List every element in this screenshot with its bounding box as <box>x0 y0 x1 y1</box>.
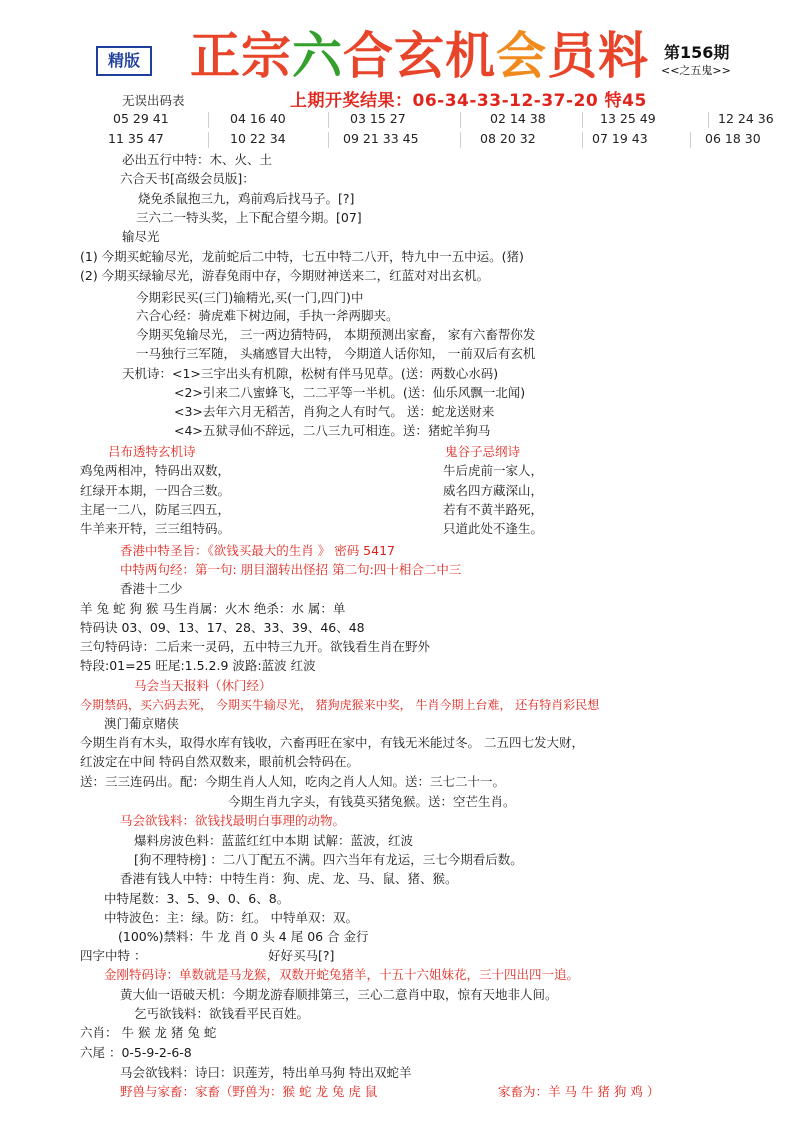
mahui-yuqian-line: 马会欲钱料：欲钱找最明白事理的动物。 <box>120 813 346 828</box>
tema-jue-line: 特码诀 03、09、13、17、28、33、39、46、48 <box>80 620 365 635</box>
record-cell: 07 19 43 <box>592 131 648 146</box>
zhongte-two-lines: 中特两句经：第一句: 朋目溜转出怪招 第二句:四十相合二中三 <box>120 562 462 577</box>
hk-youqian-line: 香港有钱人中特：中特生肖：狗、虎、龙、马、鼠、猪、猴。 <box>120 871 458 886</box>
yeshou-line-left: 野兽与家畜：家畜（野兽为：猴 蛇 龙 兔 虎 鼠 <box>120 1084 378 1099</box>
shujinguang-heading: 输尽光 <box>122 229 160 244</box>
numbered-item: (1) 今期买蛇输尽光，龙前蛇后二中特，七五中特二八开，特九中一五中运。(猪) <box>80 249 524 264</box>
title-part-1: 正宗 <box>190 26 292 85</box>
zhongte-bose-line: 中特波色：主：绿。防：红。 中特单双：双。 <box>104 910 358 925</box>
wuxing-line: 必出五行中特：木、火、土 <box>122 152 273 167</box>
lvbu-poem-line: 鸡兔两相冲，特码出双数， <box>80 463 231 478</box>
grid-divider <box>328 112 329 128</box>
record-label: 无误出码表 <box>122 93 185 108</box>
tianji-line: <3>去年六月无稻苦，肖狗之人有时气。 送：蛇龙送财来 <box>174 404 495 419</box>
lvbu-poem-title: 吕布透特玄机诗 <box>108 444 196 459</box>
sizi-value: 好好买马[?] <box>268 948 335 963</box>
sanju-line: 三句特码诗：二后来一灵码，五中特三九开。欲钱看生肖在野外 <box>80 639 431 654</box>
tianji-line: 天机诗：<1>三宇出头有机隙，松树有伴马见草。(送：两数心水码) <box>122 366 499 381</box>
lvbu-poem-line: 牛羊来开特，三三组特码。 <box>80 521 231 536</box>
aomen-line: 今期生肖九字头，有钱莫买猪兔猴。送：空芒生肖。 <box>228 794 516 809</box>
tianshu-line: 烧免杀鼠抱三九，鸡前鸡后找马子。[?] <box>138 191 355 206</box>
zhongte-weishu-line: 中特尾数：3、5、9、0、6、8。 <box>104 891 290 906</box>
title-part-3: 合玄机 <box>343 26 496 85</box>
record-cell: 04 16 40 <box>230 111 286 126</box>
record-cell: 10 22 34 <box>230 131 286 146</box>
record-cell: 12 24 36 <box>718 111 774 126</box>
jinliao-line: (100%)禁料：牛 龙 肖 0 头 4 尾 06 合 金行 <box>118 929 369 944</box>
record-cell: 06 18 30 <box>705 131 761 146</box>
tu-line: 今期买兔输尽光， 三一两边猜特码， 本期预测出家畜， 家有六畜帮你发 <box>136 327 536 342</box>
title-part-5: 员料 <box>547 26 649 85</box>
baoliao-line: 爆料房波色料：蓝蓝红红中本期 试解：蓝波，红波 <box>134 833 413 848</box>
guigu-poem-line: 只道此处不逢生。 <box>443 521 544 536</box>
title-part-2: 六 <box>292 26 343 85</box>
mahui-red-line: 今期禁码，买六码去死， 今期买牛输尽光， 猪狗虎猴来中奖， 牛肖今期上台难， 还有特肖彩民想 <box>80 698 600 712</box>
lvbu-poem-line: 红绿开本期，一四合三数。 <box>80 483 231 498</box>
grid-divider <box>208 112 209 128</box>
grid-divider <box>460 132 461 148</box>
liuxiao-line: 六肖： 牛 猴 龙 猪 兔 蛇 <box>80 1025 217 1040</box>
aomen-line: 今期生肖有木头，取得水库有钱收，六畜再旺在家中，有钱无米能过冬。 二五四七发大财， <box>80 735 584 750</box>
sizi-label: 四字中特 ： <box>80 948 147 963</box>
guigu-poem-line: 威名四方藏深山， <box>443 483 544 498</box>
issue-subtitle: <<之五鬼>> <box>661 64 731 77</box>
tianji-line: <2>引来二八蜜蜂飞，二二平等一半机。(送：仙乐风飘一北闻) <box>174 385 526 400</box>
tu-line: 一马独行三军随， 头痛感冒大出特， 今期道人话你知， 一前双后有玄机 <box>136 346 536 361</box>
jingang-line: 金刚特码诗：单数就是马龙猴，双数开蛇兔猪羊，十五十六姐妹花，三十四出四一追。 <box>104 967 580 982</box>
teduan-line: 特段:01=25 旺尾:1.5.2.9 波路:蓝波 红波 <box>80 658 316 673</box>
grid-divider <box>582 112 583 128</box>
liuhe-jing-line: 六合心经：骑虎难下树边闹，手执一斧两脚夹。 <box>136 308 399 323</box>
grid-divider <box>208 132 209 148</box>
aomen-line: 红波定在中间 特码自然双数来，眼前机会特码在。 <box>80 754 359 769</box>
liuwei-line: 六尾 ：0-5-9-2-6-8 <box>80 1045 192 1060</box>
shengxiao-row: 羊 兔 蛇 狗 猴 马生肖属：火木 绝杀：水 属：单 <box>80 601 346 616</box>
grid-divider <box>460 112 461 128</box>
mahui-tianbao-heading: 马会当天报料（休门经） <box>134 678 272 693</box>
hk-zhongte-line: 香港中特圣旨：《欲钱买最大的生肖 》 密码 5417 <box>120 543 395 558</box>
mahui-shi-line: 马会欲钱料：诗曰：识莲芳，特出单马狗 特出双蛇羊 <box>120 1065 412 1080</box>
grid-divider <box>328 132 329 148</box>
grid-divider <box>708 112 709 128</box>
title-part-4: 会 <box>496 26 547 85</box>
tianji-line: <4>五狱寻仙不辞远，二八三九可相连。送：猪蛇羊狗马 <box>174 423 491 438</box>
page-title <box>190 26 649 86</box>
tianshu-line: 三六二一特头奖，上下配合望今期。[07] <box>136 210 362 225</box>
edition-badge: 精版 <box>96 46 152 76</box>
record-cell: 05 29 41 <box>113 111 169 126</box>
tianshu-title: 六合天书[高级会员版]： <box>120 171 255 186</box>
hk-12-heading: 香港十二少 <box>120 581 183 596</box>
guigu-poem-line: 若有不黄半路死， <box>443 502 544 517</box>
huang-daxian-line: 黄大仙一语破天机：今期龙游春顺排第三，三心二意肖中取，惊有天地非人间。 <box>120 987 558 1002</box>
record-cell: 11 35 47 <box>108 131 164 146</box>
record-grid <box>0 110 793 150</box>
aomen-line: 送：三三连码出。配：今期生肖人人知，吃肉之肖人人知。送：三七二十一。 <box>80 774 506 789</box>
grid-divider <box>690 132 691 148</box>
numbered-item: (2) 今期买绿输尽光，游春兔雨中存，今期财神送来二，红蓝对对出玄机。 <box>80 268 490 283</box>
qigai-line: 乞丐欲钱料：欲钱看平民百姓。 <box>134 1006 310 1021</box>
yeshou-line-right: 家畜为：羊 马 牛 猪 狗 鸡 ） <box>498 1084 660 1099</box>
caimin-line: 今期彩民买(三门)输精光,买(一门,四门)中 <box>136 290 364 305</box>
guigu-poem-line: 牛后虎前一家人， <box>443 463 544 478</box>
lvbu-poem-line: 主尾一二八，防尾三四五， <box>80 502 231 517</box>
record-cell: 13 25 49 <box>600 111 656 126</box>
last-result: 上期开奖结果：06-34-33-12-37-20 特45 <box>290 91 647 111</box>
record-cell: 08 20 32 <box>480 131 536 146</box>
guigu-poem-title: 鬼谷子忌纲诗 <box>445 444 521 459</box>
record-cell: 02 14 38 <box>490 111 546 126</box>
gou-bu-li-line: [狗不理特榜] ：二八丁配五不满。四六当年有龙运，三七今期看后数。 <box>134 852 523 867</box>
aomen-heading: 澳门葡京赌侠 <box>104 716 180 731</box>
grid-divider <box>582 132 583 148</box>
record-cell: 03 15 27 <box>350 111 406 126</box>
issue-number: 第156期 <box>664 43 730 62</box>
record-cell: 09 21 33 45 <box>343 131 419 146</box>
